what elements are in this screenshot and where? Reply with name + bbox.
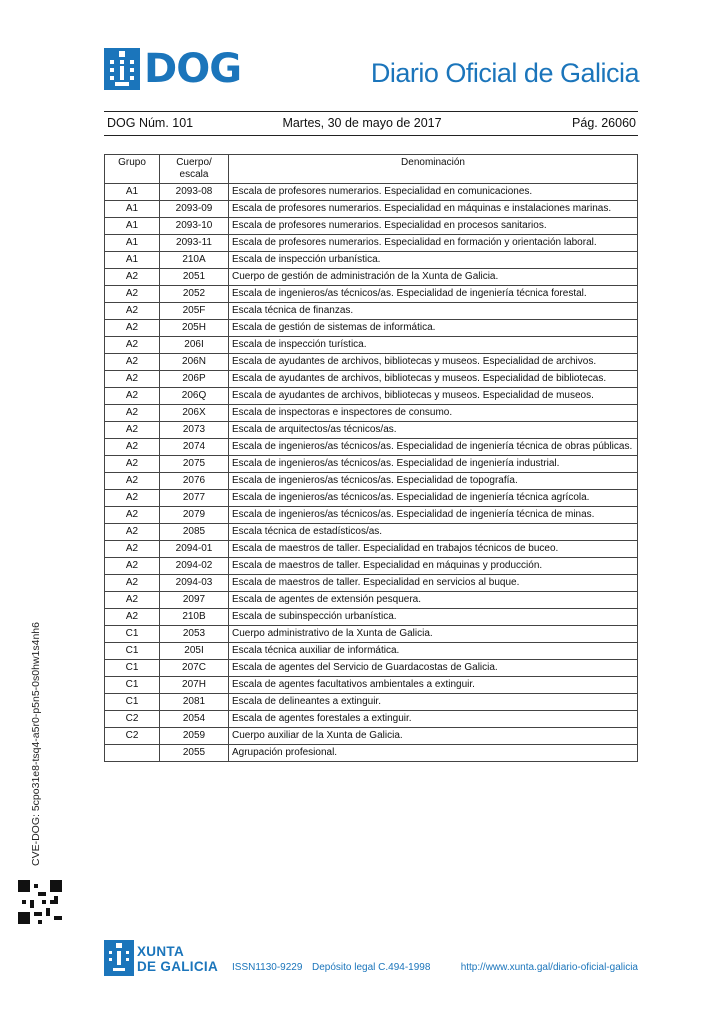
cell-cuerpo-escala: 2085 <box>160 524 229 541</box>
bodies-table <box>104 154 638 762</box>
cell-denominacion: Escala de ingenieros/as técnicos/as. Especialidad de ingeniería técnica de obras públicas. <box>229 439 638 456</box>
table-row <box>105 541 638 558</box>
cell-denominacion: Escala de ingenieros/as técnicos/as. Especialidad de ingeniería técnica forestal. <box>229 286 638 303</box>
cell-grupo: A2 <box>105 490 160 507</box>
cell-cuerpo-escala: 207C <box>160 660 229 677</box>
cell-denominacion: Cuerpo de gestión de administración de la Xunta de Galicia. <box>229 269 638 286</box>
table-row <box>105 303 638 320</box>
table-row <box>105 388 638 405</box>
cell-grupo: A2 <box>105 541 160 558</box>
table-row <box>105 286 638 303</box>
cell-denominacion: Escala de ingenieros/as técnicos/as. Especialidad de ingeniería técnica agrícola. <box>229 490 638 507</box>
cell-grupo: A2 <box>105 558 160 575</box>
cell-denominacion: Escala de maestros de taller. Especialidad en servicios al buque. <box>229 575 638 592</box>
cell-grupo: A1 <box>105 184 160 201</box>
table-row <box>105 422 638 439</box>
cell-grupo: C1 <box>105 694 160 711</box>
cell-cuerpo-escala: 2074 <box>160 439 229 456</box>
cell-grupo: A2 <box>105 269 160 286</box>
cell-denominacion: Escala de maestros de taller. Especialidad en trabajos técnicos de buceo. <box>229 541 638 558</box>
cell-grupo: A2 <box>105 507 160 524</box>
table-row <box>105 507 638 524</box>
cell-denominacion: Agrupación profesional. <box>229 745 638 762</box>
cell-grupo: C2 <box>105 711 160 728</box>
cell-cuerpo-escala: 205H <box>160 320 229 337</box>
cell-denominacion: Escala de agentes forestales a extinguir. <box>229 711 638 728</box>
xunta-wordmark <box>137 944 218 974</box>
cell-cuerpo-escala: 206Q <box>160 388 229 405</box>
table-row <box>105 337 638 354</box>
issue-date: Martes, 30 de mayo de 2017 <box>282 116 442 130</box>
cell-cuerpo-escala: 2094-02 <box>160 558 229 575</box>
cell-cuerpo-escala: 210A <box>160 252 229 269</box>
xunta-line2: DE GALICIA <box>137 959 219 974</box>
cell-denominacion: Escala de ingenieros/as técnicos/as. Especialidad de ingeniería técnica de minas. <box>229 507 638 524</box>
cell-denominacion: Escala de agentes del Servicio de Guardacostas de Galicia. <box>229 660 638 677</box>
cell-cuerpo-escala: 2052 <box>160 286 229 303</box>
dog-logo <box>104 48 241 90</box>
cell-grupo: A2 <box>105 320 160 337</box>
cell-grupo: A2 <box>105 354 160 371</box>
issue-number: DOG Núm. 101 <box>107 116 194 130</box>
cell-cuerpo-escala: 2055 <box>160 745 229 762</box>
table-row <box>105 592 638 609</box>
cell-denominacion: Escala de ingenieros/as técnicos/as. Especialidad de ingeniería industrial. <box>229 456 638 473</box>
table-row <box>105 728 638 745</box>
cell-cuerpo-escala: 2075 <box>160 456 229 473</box>
table-row <box>105 252 638 269</box>
table-row <box>105 269 638 286</box>
cell-denominacion: Escala de profesores numerarios. Especialidad en procesos sanitarios. <box>229 218 638 235</box>
cell-denominacion: Escala de profesores numerarios. Especialidad en máquinas e instalaciones marinas. <box>229 201 638 218</box>
cell-denominacion: Escala de inspectoras e inspectores de consumo. <box>229 405 638 422</box>
cell-cuerpo-escala: 2076 <box>160 473 229 490</box>
table-row <box>105 558 638 575</box>
table-row <box>105 439 638 456</box>
cell-denominacion: Escala de agentes de extensión pesquera. <box>229 592 638 609</box>
cell-cuerpo-escala: 2059 <box>160 728 229 745</box>
cell-cuerpo-escala: 2054 <box>160 711 229 728</box>
table-row <box>105 677 638 694</box>
cell-denominacion: Escala de subinspección urbanística. <box>229 609 638 626</box>
cell-grupo: A2 <box>105 456 160 473</box>
cell-cuerpo-escala: 210B <box>160 609 229 626</box>
cell-grupo: A2 <box>105 609 160 626</box>
table-row <box>105 745 638 762</box>
table-row <box>105 524 638 541</box>
table-row <box>105 490 638 507</box>
table-row <box>105 235 638 252</box>
header-denominacion: Denominación <box>229 155 638 184</box>
cell-grupo: A1 <box>105 201 160 218</box>
cell-grupo: C1 <box>105 626 160 643</box>
cell-denominacion: Escala técnica de finanzas. <box>229 303 638 320</box>
cell-cuerpo-escala: 2079 <box>160 507 229 524</box>
cell-denominacion: Escala de profesores numerarios. Especialidad en formación y orientación laboral. <box>229 235 638 252</box>
cell-cuerpo-escala: 2051 <box>160 269 229 286</box>
table-row <box>105 184 638 201</box>
cell-cuerpo-escala: 2093-11 <box>160 235 229 252</box>
cell-denominacion: Escala de profesores numerarios. Especialidad en comunicaciones. <box>229 184 638 201</box>
cell-denominacion: Escala de agentes facultativos ambientales a extinguir. <box>229 677 638 694</box>
cell-cuerpo-escala: 2073 <box>160 422 229 439</box>
cell-denominacion: Escala de ayudantes de archivos, bibliotecas y museos. Especialidad de archivos. <box>229 354 638 371</box>
cell-cuerpo-escala: 205I <box>160 643 229 660</box>
cell-grupo: A2 <box>105 473 160 490</box>
cell-denominacion: Escala de ingenieros/as técnicos/as. Especialidad de topografía. <box>229 473 638 490</box>
cell-denominacion: Escala de ayudantes de archivos, bibliotecas y museos. Especialidad de bibliotecas. <box>229 371 638 388</box>
table-row <box>105 405 638 422</box>
table-row <box>105 711 638 728</box>
cell-grupo: C1 <box>105 643 160 660</box>
cell-grupo: C2 <box>105 728 160 745</box>
table-row <box>105 456 638 473</box>
cell-grupo: A2 <box>105 371 160 388</box>
cell-cuerpo-escala: 206N <box>160 354 229 371</box>
cell-grupo: A1 <box>105 252 160 269</box>
cell-grupo: C1 <box>105 677 160 694</box>
cell-cuerpo-escala: 2093-10 <box>160 218 229 235</box>
logo-text: DOG <box>144 46 242 92</box>
cell-grupo: A2 <box>105 575 160 592</box>
cell-cuerpo-escala: 206I <box>160 337 229 354</box>
page-number: Pág. 26060 <box>572 116 636 130</box>
cell-denominacion: Escala técnica de estadísticos/as. <box>229 524 638 541</box>
cell-grupo: A2 <box>105 405 160 422</box>
cell-denominacion: Cuerpo administrativo de la Xunta de Galicia. <box>229 626 638 643</box>
cell-denominacion: Escala de delineantes a extinguir. <box>229 694 638 711</box>
table-row <box>105 218 638 235</box>
cell-grupo <box>105 745 160 762</box>
cell-grupo: A2 <box>105 303 160 320</box>
table-body <box>105 184 638 762</box>
cell-denominacion: Cuerpo auxiliar de la Xunta de Galicia. <box>229 728 638 745</box>
table-row <box>105 354 638 371</box>
cell-denominacion: Escala de gestión de sistemas de informática. <box>229 320 638 337</box>
table-row <box>105 609 638 626</box>
xunta-emblem-icon <box>104 940 134 976</box>
cve-code: CVE-DOG: 5cpo31e8-tsq4-a5r0-p5n5-0s0hw1s4nh6 <box>30 622 42 866</box>
header-grupo: Grupo <box>105 155 160 184</box>
cell-cuerpo-escala: 205F <box>160 303 229 320</box>
cell-cuerpo-escala: 207H <box>160 677 229 694</box>
table-row <box>105 473 638 490</box>
cell-grupo: A2 <box>105 337 160 354</box>
cell-cuerpo-escala: 206X <box>160 405 229 422</box>
table-header-row <box>105 155 638 184</box>
header-cuerpo-escala: Cuerpo/ escala <box>160 155 229 184</box>
cell-cuerpo-escala: 2081 <box>160 694 229 711</box>
cell-cuerpo-escala: 2094-01 <box>160 541 229 558</box>
cell-cuerpo-escala: 2077 <box>160 490 229 507</box>
table-row <box>105 643 638 660</box>
table-row <box>105 371 638 388</box>
table-row <box>105 320 638 337</box>
cell-cuerpo-escala: 2093-08 <box>160 184 229 201</box>
table-row <box>105 201 638 218</box>
cell-grupo: A2 <box>105 592 160 609</box>
header-rule-top <box>104 111 638 112</box>
cell-grupo: A2 <box>105 388 160 405</box>
xunta-line1: XUNTA <box>137 944 184 959</box>
footer-url-link[interactable]: http://www.xunta.gal/diario-oficial-galicia <box>460 962 638 973</box>
cell-denominacion: Escala de ayudantes de archivos, bibliotecas y museos. Especialidad de museos. <box>229 388 638 405</box>
table-row <box>105 694 638 711</box>
table-row <box>105 660 638 677</box>
cell-grupo: A1 <box>105 235 160 252</box>
cell-grupo: A1 <box>105 218 160 235</box>
qr-code-icon <box>18 880 62 924</box>
cell-denominacion: Escala de inspección turística. <box>229 337 638 354</box>
cell-cuerpo-escala: 206P <box>160 371 229 388</box>
table-row <box>105 575 638 592</box>
cell-grupo: A2 <box>105 422 160 439</box>
cell-denominacion: Escala técnica auxiliar de informática. <box>229 643 638 660</box>
cell-cuerpo-escala: 2053 <box>160 626 229 643</box>
table-row <box>105 626 638 643</box>
cell-grupo: A2 <box>105 286 160 303</box>
cell-grupo: C1 <box>105 660 160 677</box>
issn: ISSN1130-9229 <box>232 962 303 973</box>
cell-cuerpo-escala: 2093-09 <box>160 201 229 218</box>
legal-deposit: Depósito legal C.494-1998 <box>312 962 431 973</box>
galicia-emblem-icon <box>104 48 140 90</box>
cell-cuerpo-escala: 2097 <box>160 592 229 609</box>
cell-denominacion: Escala de inspección urbanística. <box>229 252 638 269</box>
cell-grupo: A2 <box>105 439 160 456</box>
journal-title: Diario Oficial de Galicia <box>370 58 639 88</box>
cell-cuerpo-escala: 2094-03 <box>160 575 229 592</box>
header-rule-bottom <box>104 135 638 136</box>
cell-denominacion: Escala de arquitectos/as técnicos/as. <box>229 422 638 439</box>
cell-denominacion: Escala de maestros de taller. Especialidad en máquinas y producción. <box>229 558 638 575</box>
cell-grupo: A2 <box>105 524 160 541</box>
